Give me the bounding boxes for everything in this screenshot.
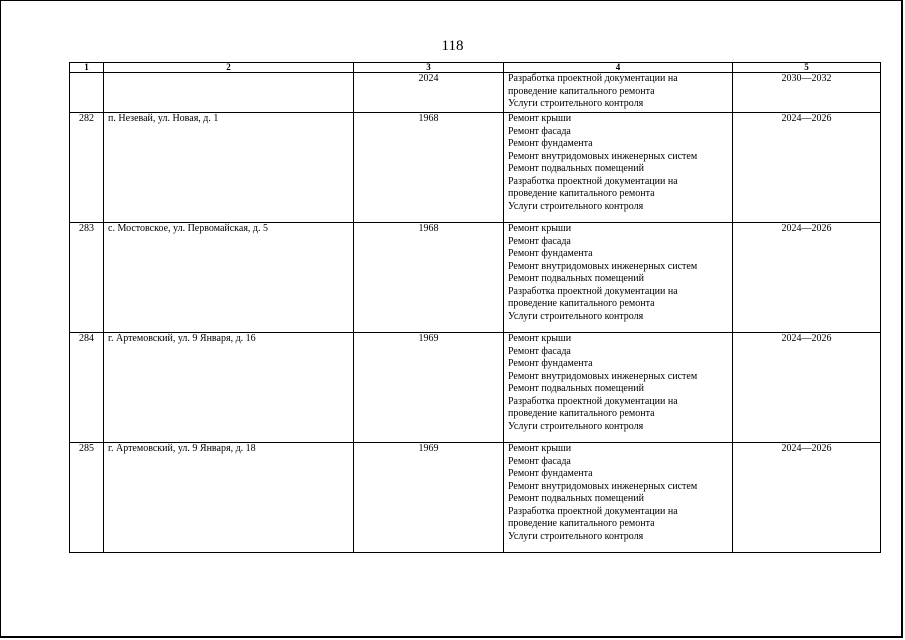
work-item: Ремонт внутридомовых инженерных систем <box>508 260 698 272</box>
work-item: Ремонт подвальных помещений <box>508 273 644 284</box>
address-cell: п. Незевай, ул. Новая, д. 1 <box>104 113 354 223</box>
work-item: проведение капитального ремонта <box>508 188 655 199</box>
work-item: Ремонт крыши <box>508 113 572 124</box>
work-item: Ремонт крыши <box>508 443 572 454</box>
work-item: проведение капитального ремонта <box>508 408 655 419</box>
table-row <box>70 333 881 443</box>
work-item: Ремонт крыши <box>508 223 572 234</box>
year-built-cell: 1968 <box>354 113 504 223</box>
address-cell <box>104 73 354 113</box>
work-item: Ремонт фундамента <box>508 468 593 479</box>
capital-repair-table <box>69 62 881 553</box>
column-header-1: 1 <box>70 63 104 73</box>
work-item: Разработка проектной документации на <box>508 175 678 187</box>
work-item: проведение капитального ремонта <box>508 298 655 309</box>
work-item: Ремонт внутридомовых инженерных систем <box>508 480 698 492</box>
work-item: Разработка проектной документации на <box>508 285 678 297</box>
row-number-cell <box>70 73 104 113</box>
work-item: Услуги строительного контроля <box>508 200 644 212</box>
work-item: Ремонт фасада <box>508 235 571 247</box>
work-item: Ремонт внутридомовых инженерных систем <box>508 370 698 382</box>
work-item: Услуги строительного контроля <box>508 530 644 542</box>
table-row <box>70 223 881 333</box>
period-cell: 2030—2032 <box>733 73 881 113</box>
row-number-cell: 285 <box>70 443 104 553</box>
works-cell <box>504 113 733 223</box>
work-item: Ремонт внутридомовых инженерных систем <box>508 150 698 162</box>
page-number: 118 <box>441 38 464 54</box>
work-item: Услуги строительного контроля <box>508 98 644 109</box>
works-cell <box>504 333 733 443</box>
work-item: Ремонт фундамента <box>508 248 593 259</box>
works-cell <box>504 73 733 113</box>
work-item: Ремонт фундамента <box>508 138 593 149</box>
work-item: проведение капитального ремонта <box>508 518 655 529</box>
address-cell: г. Артемовский, ул. 9 Января, д. 16 <box>104 333 354 443</box>
column-header-3: 3 <box>354 63 504 73</box>
period-cell: 2024—2026 <box>733 443 881 553</box>
row-number-cell: 284 <box>70 333 104 443</box>
column-header-2: 2 <box>104 63 354 73</box>
work-item: Ремонт фасада <box>508 455 571 467</box>
work-item: Ремонт фасада <box>508 125 571 137</box>
period-cell: 2024—2026 <box>733 333 881 443</box>
work-item: Ремонт подвальных помещений <box>508 493 644 504</box>
work-item: Ремонт крыши <box>508 333 572 344</box>
table-row <box>70 73 881 113</box>
table-row <box>70 443 881 553</box>
row-number-cell: 282 <box>70 113 104 223</box>
work-item: Услуги строительного контроля <box>508 420 644 432</box>
work-item: Услуги строительного контроля <box>508 310 644 322</box>
period-cell: 2024—2026 <box>733 223 881 333</box>
work-item: Разработка проектной документации на <box>508 505 678 517</box>
column-header-4: 4 <box>504 63 733 73</box>
year-built-cell: 1968 <box>354 223 504 333</box>
address-cell: г. Артемовский, ул. 9 Января, д. 18 <box>104 443 354 553</box>
year-built-cell: 2024 <box>354 73 504 113</box>
row-number-cell: 283 <box>70 223 104 333</box>
work-item: Ремонт подвальных помещений <box>508 163 644 174</box>
period-cell: 2024—2026 <box>733 113 881 223</box>
column-header-5: 5 <box>733 63 881 73</box>
table-body <box>70 73 881 553</box>
year-built-cell: 1969 <box>354 443 504 553</box>
work-item: Ремонт подвальных помещений <box>508 383 644 394</box>
work-item: Ремонт фундамента <box>508 358 593 369</box>
work-item: проведение капитального ремонта <box>508 85 655 97</box>
works-cell <box>504 443 733 553</box>
address-cell: с. Мостовское, ул. Первомайская, д. 5 <box>104 223 354 333</box>
works-cell <box>504 223 733 333</box>
year-built-cell: 1969 <box>354 333 504 443</box>
work-item: Ремонт фасада <box>508 345 571 357</box>
work-item: Разработка проектной документации на <box>508 73 678 84</box>
work-item: Разработка проектной документации на <box>508 395 678 407</box>
table-row <box>70 113 881 223</box>
table-header-row <box>70 63 881 73</box>
